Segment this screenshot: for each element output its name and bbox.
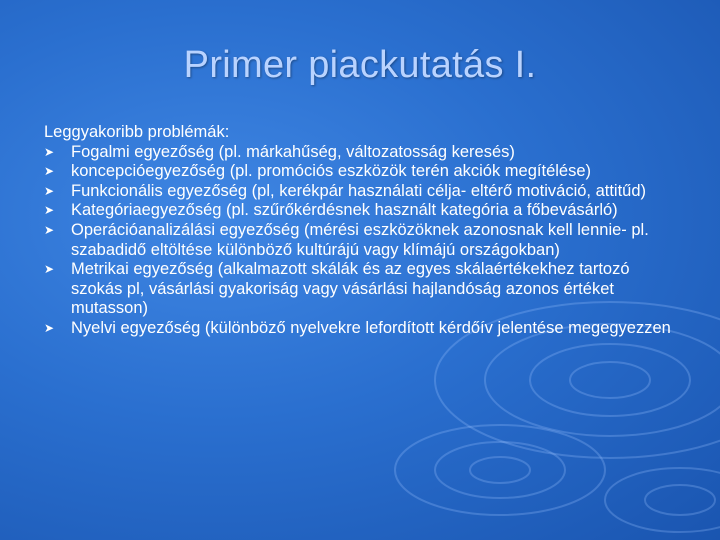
list-item-text: Funkcionális egyezőség (pl, kerékpár használati célja- eltérő motiváció, attitűd)	[71, 181, 647, 200]
arrow-right-icon: ➤	[44, 183, 55, 198]
list-item-text: Nyelvi egyezőség (különböző nyelvekre lefordított kérdőív jelentése megegyezzen	[71, 318, 671, 337]
list-item	[44, 201, 684, 221]
list-item	[44, 143, 684, 163]
arrow-right-icon: ➤	[44, 320, 55, 335]
list-item	[44, 162, 684, 182]
slide-body	[44, 123, 684, 339]
slide-title: Primer piackutatás I.	[183, 44, 537, 86]
list-item	[44, 182, 684, 202]
arrow-right-icon: ➤	[44, 144, 55, 159]
list-item	[44, 319, 684, 339]
list-item	[44, 260, 684, 319]
list-item-text: Metrikai egyezőség (alkalmazott skálák és az egyes skálaértékekhez tartozó szokás pl, vásárlási gyakoriság vagy vásárlási hajlandóság azonos értéket mutasson)	[71, 260, 630, 318]
arrow-right-icon: ➤	[44, 164, 55, 179]
list-item-text: Kategóriaegyezőség (pl. szűrőkérdésnek használt kategória a főbevásárló)	[71, 201, 618, 220]
list-item	[44, 221, 684, 260]
list-item-text: Operációanalizálási egyezőség (mérési eszközöknek azonosnak kell lennie- pl. szabadidő eltöltése különböző kultúrájú vagy klímájú országokban)	[71, 220, 649, 259]
bullet-list	[44, 143, 684, 339]
arrow-right-icon: ➤	[44, 203, 55, 218]
arrow-right-icon: ➤	[44, 262, 55, 277]
intro-text: Leggyakoribb problémák:	[44, 123, 230, 141]
list-item-text: koncepcióegyezőség (pl. promóciós eszközök terén akciók megítélése)	[71, 162, 592, 181]
list-item-text: Fogalmi egyezőség (pl. márkahűség, változatosság keresés)	[71, 142, 515, 161]
arrow-right-icon: ➤	[44, 222, 55, 237]
